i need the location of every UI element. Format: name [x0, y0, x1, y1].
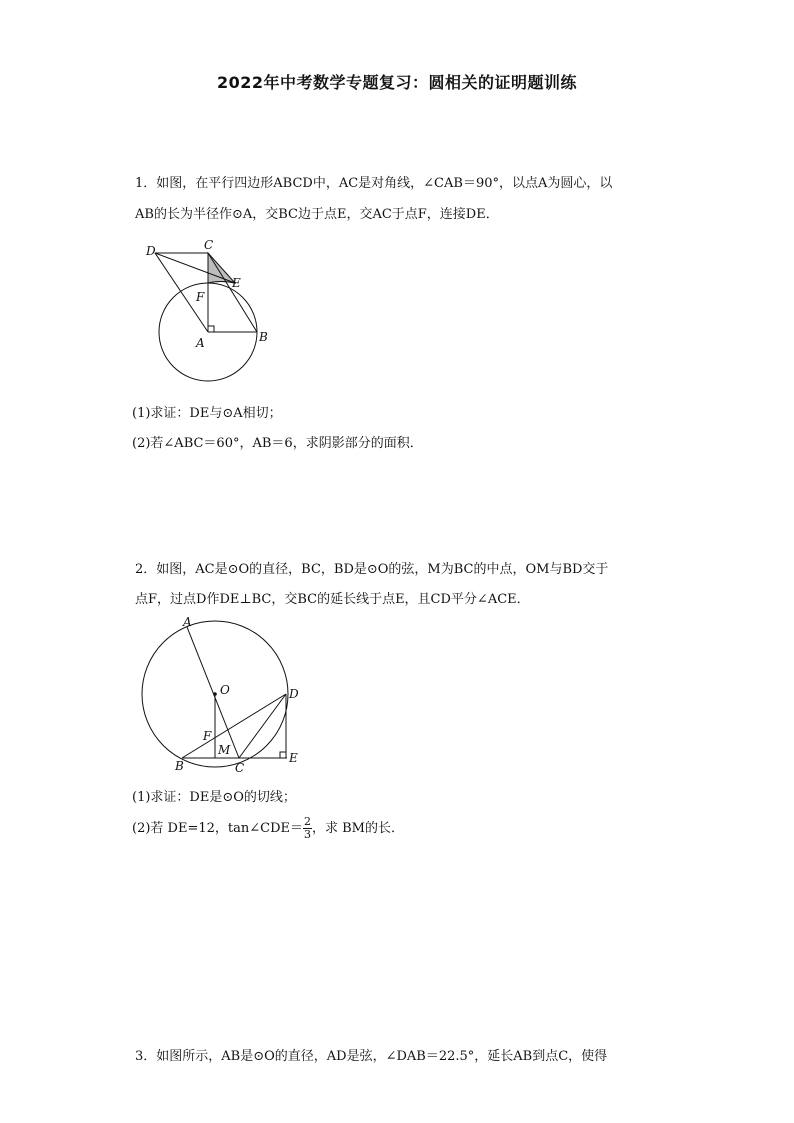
q1-label-a: A	[196, 336, 205, 350]
q1-sub-1: (1)求证：DE与⊙A相切；	[132, 406, 282, 421]
q2-label-m: M	[218, 743, 231, 757]
q2-label-c: C	[235, 761, 245, 775]
q2-line-1: 2．如图，AC是⊙O的直径，BC，BD是⊙O的弦，M为BC的中点，OM与BD交于	[135, 562, 609, 577]
q2-line-2: 点F，过点D作DE⊥BC，交BC的延长线于点E，且CD平分∠ACE．	[135, 592, 530, 607]
q1-shaded-region	[208, 253, 235, 283]
q2-label-f: F	[203, 729, 212, 743]
q2-sub-2	[132, 816, 404, 841]
q2-fraction-numerator: 2	[304, 815, 311, 828]
q1-label-e: E	[232, 276, 241, 290]
q3-line-1: 3．如图所示，AB是⊙O的直径，AD是弦，∠DAB＝22.5°，延长AB到点C，使得	[135, 1049, 608, 1064]
q2-fraction	[303, 816, 312, 841]
q1-sub-2: (2)若∠ABC＝60°，AB＝6，求阴影部分的面积．	[132, 436, 423, 451]
q2-sub-2-prefix: (2)若 DE=12，tan∠CDE＝	[132, 821, 303, 836]
q1-label-c: C	[204, 238, 214, 252]
q1-line-2: AB的长为半径作⊙A，交BC边于点E，交AC于点F，连接DE．	[135, 207, 499, 222]
q1-label-f: F	[196, 290, 205, 304]
q1-figure	[140, 235, 280, 390]
q1-label-b: B	[259, 330, 268, 344]
q2-fraction-denominator: 3	[304, 828, 311, 841]
q2-label-a: A	[183, 615, 192, 629]
q2-label-d: D	[289, 687, 299, 701]
q2-sub-2-suffix: ，求 BM的长．	[312, 821, 404, 836]
q2-sub-1: (1)求证：DE是⊙O的切线；	[132, 790, 296, 805]
q2-label-e: E	[289, 751, 298, 765]
page-title: 2022年中考数学专题复习：圆相关的证明题训练	[216, 73, 578, 92]
q2-label-b: B	[175, 759, 184, 773]
q1-line-1: 1．如图，在平行四边形ABCD中，AC是对角线，∠CAB＝90°，以点A为圆心，以	[135, 176, 613, 191]
q1-label-d: D	[146, 244, 156, 258]
q2-figure	[135, 612, 315, 777]
q2-label-o: O	[220, 683, 230, 697]
